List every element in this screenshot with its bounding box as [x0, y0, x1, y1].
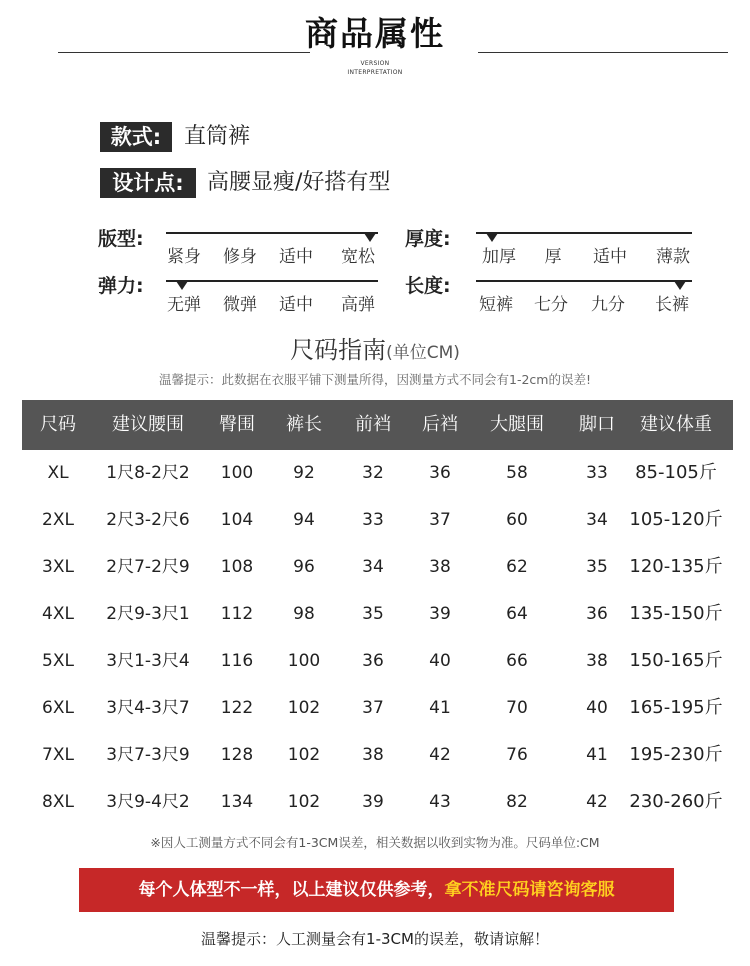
table-cell: 96 — [293, 557, 315, 577]
length-scale-line — [476, 280, 692, 282]
table-cell: 2尺3-2尺6 — [106, 510, 190, 530]
table-cell: 85-105斤 — [635, 462, 717, 483]
table-cell: 105-120斤 — [629, 509, 723, 530]
table-cell: 116 — [220, 651, 254, 671]
table-cell: 35 — [586, 557, 608, 577]
table-cell: 42 — [429, 745, 451, 765]
table-cell: 102 — [287, 745, 321, 765]
table-cell: 112 — [220, 604, 254, 624]
table-cell: 100 — [220, 463, 254, 483]
header-subtitle-2: INTERPRETATION — [347, 69, 403, 76]
measurement-note: ※因人工测量方式不同会有1-3CM误差，相关数据以收到实物为准。尺码单位:CM — [150, 835, 600, 850]
length-scale-marker — [674, 281, 686, 290]
table-cell: 5XL — [42, 651, 74, 671]
table-cell: 70 — [506, 698, 528, 718]
table-cell: 76 — [506, 745, 528, 765]
table-cell: 64 — [506, 604, 528, 624]
fit-scale-marker — [364, 233, 376, 242]
table-header-cell: 前裆 — [355, 414, 391, 435]
table-header-cell: 建议腰围 — [112, 414, 184, 435]
banner-text: 每个人体型不一样，以上建议仅供参考， — [138, 880, 445, 900]
table-cell: 37 — [362, 698, 384, 718]
thickness-scale-title: 厚度: — [405, 228, 451, 250]
table-cell: 195-230斤 — [629, 744, 723, 765]
table-header-cell: 裤长 — [286, 414, 322, 435]
table-cell: 38 — [362, 745, 384, 765]
fit-option: 修身 — [223, 247, 257, 267]
design-value: 高腰显瘦/好搭有型 — [207, 170, 391, 195]
table-cell: 230-260斤 — [629, 791, 723, 812]
fit-option: 宽松 — [341, 247, 375, 267]
table-cell: 98 — [293, 604, 315, 624]
size-guide-title-text: 尺码指南 — [290, 336, 387, 364]
table-header-cell: 建议体重 — [640, 414, 712, 435]
table-cell: 3尺7-3尺9 — [106, 745, 190, 765]
table-cell: 100 — [287, 651, 321, 671]
table-cell: 134 — [220, 792, 254, 812]
design-label: 设计点: — [100, 168, 196, 198]
table-header-cell: 后裆 — [422, 414, 458, 435]
elasticity-scale-title: 弹力: — [98, 275, 144, 297]
table-cell: 32 — [362, 463, 384, 483]
table-cell: 150-165斤 — [629, 650, 723, 671]
elasticity-option: 适中 — [279, 295, 313, 315]
table-cell: 41 — [586, 745, 608, 765]
table-cell: 36 — [429, 463, 451, 483]
table-cell: 66 — [506, 651, 528, 671]
table-cell: 92 — [293, 463, 315, 483]
table-cell: 38 — [429, 557, 451, 577]
style-label: 款式: — [100, 122, 172, 152]
style-value: 直筒裤 — [184, 124, 251, 149]
table-cell: 120-135斤 — [629, 556, 723, 577]
table-cell: 94 — [293, 510, 315, 530]
table-cell: 8XL — [42, 792, 74, 812]
table-cell: 60 — [506, 510, 528, 530]
size-advice-banner — [79, 868, 674, 912]
length-option: 七分 — [534, 295, 568, 315]
table-cell: 104 — [220, 510, 254, 530]
table-cell: 40 — [429, 651, 451, 671]
header-subtitle-1: VERSION — [360, 60, 390, 67]
thickness-option: 厚 — [544, 247, 562, 267]
elasticity-option: 无弹 — [167, 295, 201, 315]
table-cell: 4XL — [42, 604, 74, 624]
elasticity-option: 高弹 — [341, 295, 375, 315]
table-cell: 102 — [287, 698, 321, 718]
table-cell: 39 — [429, 604, 451, 624]
table-cell: 62 — [506, 557, 528, 577]
table-cell: 128 — [220, 745, 254, 765]
elasticity-scale-line — [166, 280, 378, 282]
table-cell: 58 — [506, 463, 528, 483]
table-cell: 6XL — [42, 698, 74, 718]
table-cell: 36 — [586, 604, 608, 624]
table-cell: 102 — [287, 792, 321, 812]
elasticity-option: 微弹 — [223, 295, 257, 315]
fit-scale-title: 版型: — [98, 228, 144, 250]
table-cell: 39 — [362, 792, 384, 812]
table-cell: 7XL — [42, 745, 74, 765]
table-header-cell: 脚口 — [579, 414, 615, 435]
size-guide-unit: (单位CM) — [386, 343, 460, 363]
size-guide-title — [0, 330, 750, 365]
table-cell: 2XL — [42, 510, 74, 530]
table-cell: 122 — [220, 698, 254, 718]
table-cell: 165-195斤 — [629, 697, 723, 718]
footer-tip: 温馨提示：人工测量会有1-3CM的误差，敬请谅解！ — [201, 930, 549, 948]
page-title: 商品属性 — [305, 14, 445, 53]
elasticity-scale-marker — [176, 281, 188, 290]
table-header-cell: 尺码 — [40, 414, 76, 435]
table-cell: 2尺9-3尺1 — [106, 604, 190, 624]
table-cell: 37 — [429, 510, 451, 530]
measurement-tip: 温馨提示：此数据在衣服平铺下测量所得，因测量方式不同会有1-2cm的误差! — [159, 372, 591, 387]
thickness-option: 适中 — [593, 247, 627, 267]
thickness-option: 薄款 — [656, 247, 690, 267]
table-header-cell: 臀围 — [219, 414, 255, 435]
table-cell: 43 — [429, 792, 451, 812]
table-cell: 36 — [362, 651, 384, 671]
table-header-cell: 大腿围 — [490, 414, 544, 435]
table-cell: 82 — [506, 792, 528, 812]
table-cell: 38 — [586, 651, 608, 671]
thickness-option: 加厚 — [482, 247, 516, 267]
table-cell: 1尺8-2尺2 — [106, 463, 190, 483]
length-option: 长裤 — [655, 295, 689, 315]
table-cell: 41 — [429, 698, 451, 718]
table-cell: 35 — [362, 604, 384, 624]
table-cell: 108 — [220, 557, 254, 577]
fit-option: 紧身 — [167, 247, 201, 267]
table-cell: 3XL — [42, 557, 74, 577]
length-scale-title: 长度: — [405, 275, 451, 297]
fit-option: 适中 — [279, 247, 313, 267]
table-cell: 40 — [586, 698, 608, 718]
table-cell: 2尺7-2尺9 — [106, 557, 190, 577]
thickness-scale-line — [476, 232, 692, 234]
table-cell: 42 — [586, 792, 608, 812]
size-table-header — [22, 400, 733, 450]
table-cell: XL — [47, 463, 69, 483]
length-option: 九分 — [591, 295, 625, 315]
table-cell: 34 — [586, 510, 608, 530]
table-cell: 34 — [362, 557, 384, 577]
table-cell: 3尺9-4尺2 — [106, 792, 190, 812]
table-cell: 3尺1-3尺4 — [106, 651, 190, 671]
table-cell: 135-150斤 — [629, 603, 723, 624]
table-cell: 33 — [362, 510, 384, 530]
banner-highlight-text: 拿不准尺码请咨询客服 — [444, 880, 615, 900]
length-option: 短裤 — [479, 295, 513, 315]
fit-scale-line — [166, 232, 378, 234]
table-cell: 3尺4-3尺7 — [106, 698, 190, 718]
thickness-scale-marker — [486, 233, 498, 242]
table-cell: 33 — [586, 463, 608, 483]
